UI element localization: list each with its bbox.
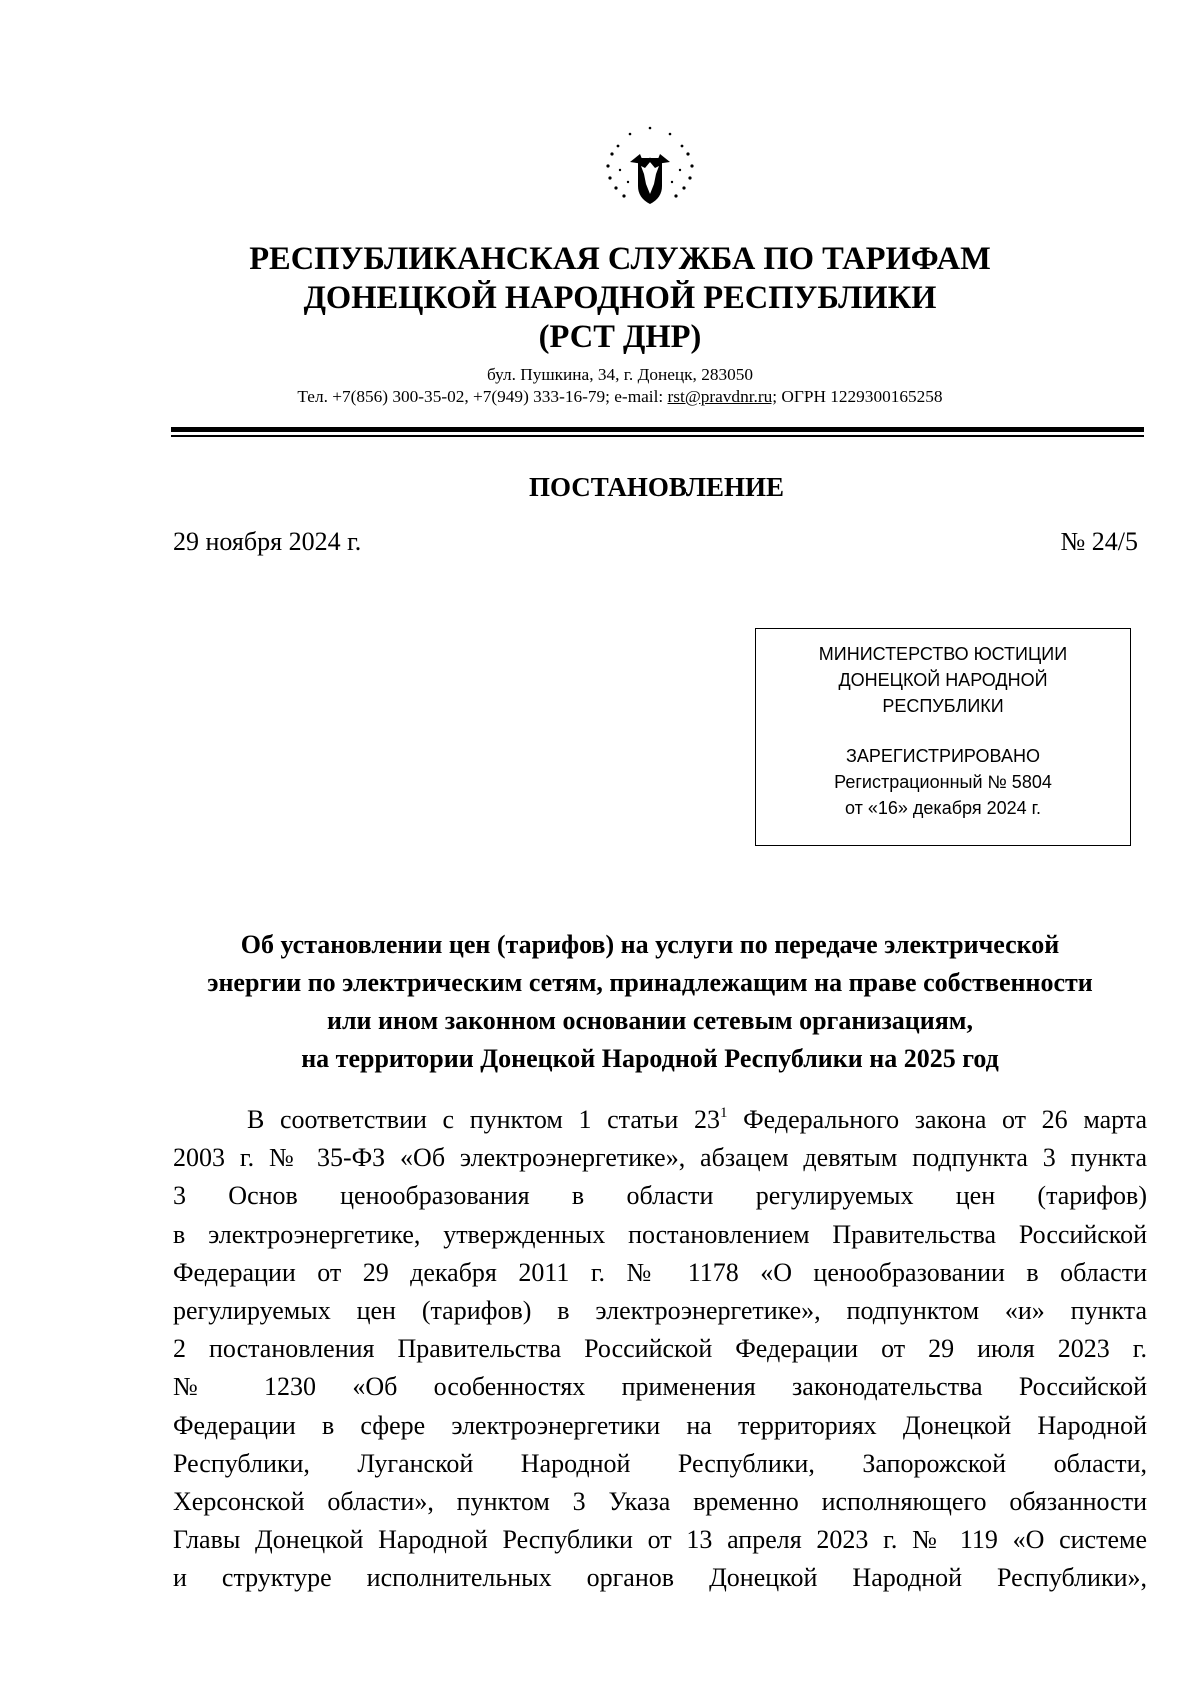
- body-line: № 1230 «Об особенностях применения законодательства Российской: [173, 1372, 1147, 1402]
- article-superscript: 1: [719, 1105, 728, 1121]
- organization-name-line: ДОНЕЦКОЙ НАРОДНОЙ РЕСПУБЛИКИ: [303, 280, 937, 316]
- document-number: № 24/5: [1060, 527, 1138, 556]
- body-line: регулируемых цен (тарифов) в электроэнергетике», подпунктом «и» пункта: [173, 1295, 1147, 1325]
- body-text: Федерального закона от 26 марта: [727, 1105, 1148, 1134]
- stamp-ministry-line: РЕСПУБЛИКИ: [882, 696, 1004, 716]
- body-text: В соответствии с пунктом 1 статьи 23: [247, 1105, 720, 1134]
- stamp-ministry-line: МИНИСТЕРСТВО ЮСТИЦИИ: [818, 644, 1068, 664]
- body-line: 2 постановления Правительства Российской Федерации от 29 июля 2023 г.: [173, 1334, 1147, 1364]
- email-link[interactable]: rst@pravdnr.ru;: [667, 387, 778, 406]
- header-divider-thin: [171, 435, 1144, 437]
- header-divider-thick: [171, 427, 1144, 432]
- subject-line: или ином законном основании сетевым организациям,: [326, 1006, 973, 1035]
- document-kind: ПОСТАНОВЛЕНИЕ: [528, 472, 785, 502]
- address-line: бул. Пушкина, 34, г. Донецк, 283050: [486, 365, 754, 384]
- organization-name-line: (РСТ ДНР): [538, 319, 702, 355]
- body-line: [173, 1101, 1147, 1139]
- organization-name-line: РЕСПУБЛИКАНСКАЯ СЛУЖБА ПО ТАРИФАМ: [249, 241, 991, 277]
- stamp-reg-date: от «16» декабря 2024 г.: [845, 798, 1041, 818]
- body-line: Херсонской области», пунктом 3 Указа временно исполняющего обязанности: [173, 1486, 1147, 1516]
- organization-contacts: [170, 364, 1070, 408]
- stamp-spacer: [756, 719, 1130, 743]
- subject-line: энергии по электрическим сетям, принадлежащим на праве собственности: [207, 968, 1093, 997]
- stamp-ministry-line: ДОНЕЦКОЙ НАРОДНОЙ: [838, 670, 1048, 690]
- body-line: Главы Донецкой Народной Республики от 13 апреля 2023 г. № 119 «О системе: [173, 1525, 1147, 1555]
- body-line: 3 Основ ценообразования в области регулируемых цен (тарифов): [173, 1181, 1147, 1211]
- subject-line: Об установлении цен (тарифов) на услуги по передаче электрической: [240, 930, 1060, 959]
- organization-name: [170, 240, 1070, 357]
- body-line: Республики, Луганской Народной Республики, Запорожской области,: [173, 1448, 1147, 1478]
- body-line: в электроэнергетике, утвержденных постановлением Правительства Российской: [173, 1219, 1147, 1249]
- body-line: Федерации в сфере электроэнергетики на территориях Донецкой Народной: [173, 1410, 1147, 1440]
- ogrn-text: ОГРН 1229300165258: [777, 387, 943, 406]
- coat-of-arms-icon: [600, 124, 700, 224]
- stamp-reg-number: Регистрационный № 5804: [834, 772, 1052, 792]
- document-subject: [150, 926, 1150, 1078]
- body-line: Федерации от 29 декабря 2011 г. № 1178 «О ценообразовании в области: [173, 1257, 1147, 1287]
- body-line: 2003 г. № 35-ФЗ «Об электроэнергетике», абзацем девятым подпункта 3 пункта: [173, 1143, 1147, 1173]
- body-line: и структуре исполнительных органов Донецкой Народной Республики»,: [173, 1563, 1147, 1593]
- registration-stamp: [755, 628, 1131, 846]
- subject-line: на территории Донецкой Народной Республики на 2025 год: [301, 1044, 999, 1073]
- contacts-line: [170, 386, 1070, 408]
- phones-text: Тел. +7(856) 300-35-02, +7(949) 333-16-79; e-mail:: [297, 387, 668, 406]
- document-date: 29 ноября 2024 г.: [173, 527, 362, 556]
- stamp-status: ЗАРЕГИСТРИРОВАНО: [846, 746, 1040, 766]
- document-body: [173, 1101, 1147, 1597]
